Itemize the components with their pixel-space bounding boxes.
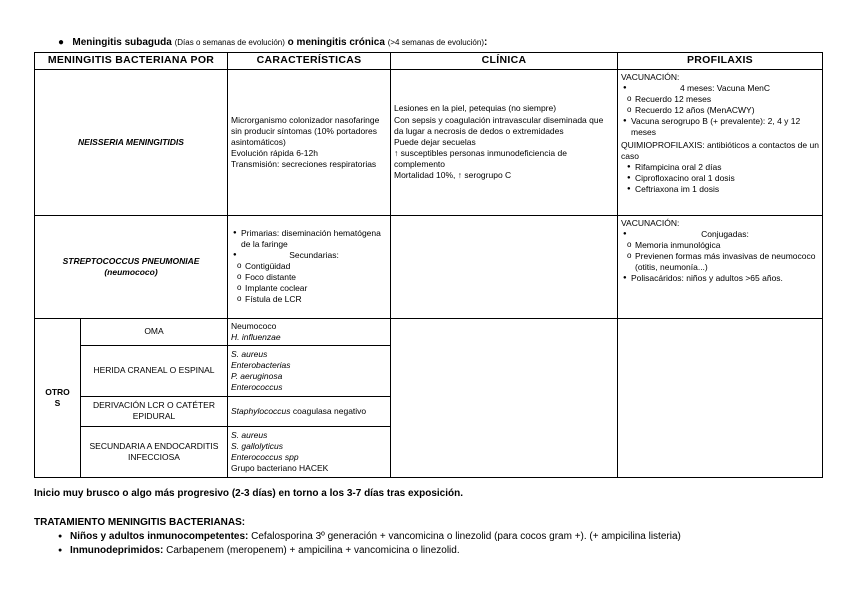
subacute-label: Meningitis subaguda — [72, 37, 172, 48]
list-item: o Recuerdo 12 meses — [621, 94, 819, 105]
subacute-meningitis-note: ● Meningitis subaguda (Días o semanas de evolución) o meningitis crónica (>4 semanas de evolución): — [58, 37, 488, 48]
otros-label: OTRO S — [35, 318, 81, 477]
list-item: o Implante coclear — [231, 283, 387, 294]
streptococcus-features — [228, 215, 391, 318]
chronic-label: o meningitis crónica — [287, 37, 385, 48]
list-item: o Contigüidad — [231, 261, 387, 272]
otros-prophylaxis — [618, 318, 823, 477]
table-row-streptococcus — [35, 215, 823, 318]
list-item: ● Polisacáridos: niños y adultos >65 años. — [621, 273, 819, 284]
list-item: ● Ciprofloxacino oral 1 dosis — [621, 173, 819, 184]
neisseria-features: Microrganismo colonizador nasofaringe sin producir síntomas (10% portadores asintomáticos) Evolución rápida 6-12h Transmisión: secreciones respiratorias — [228, 69, 391, 215]
otros-source: OMA — [81, 318, 228, 345]
list-item: o Recuerdo 12 años (MenACWY) — [621, 105, 819, 116]
otros-source: SECUNDARIA A ENDOCARDITIS INFECCIOSA — [81, 426, 228, 477]
table-row-oma — [35, 318, 823, 345]
list-item: ● Conjugadas: — [621, 229, 819, 240]
meningitis-table — [34, 52, 823, 478]
list-item: ● Rifampicina oral 2 días — [621, 162, 819, 173]
list-item: ● 4 meses: Vacuna MenC — [621, 83, 819, 94]
neisseria-prophylaxis: VACUNACIÓN: ● 4 meses: Vacuna MenC o Recuerdo 12 meses o Recuerdo 12 años (MenACWY) ● Vacuna serogrupo B (+ prevalente): 2, 4 y 12 meses QUIMIOPROFILAXIS: antibióticos a contactos de un caso ● Rifampicina oral 2 días ● Ciprofloxacino oral 1 dosis ● Ceftriaxona im 1 dosis — [618, 69, 823, 215]
subacute-duration: (Días o semanas de evolución) — [174, 38, 285, 47]
chronic-duration: (>4 semanas de evolución) — [387, 38, 484, 47]
otros-clinic — [391, 318, 618, 477]
streptococcus-clinic — [391, 215, 618, 318]
list-item: ● Inmunodeprimidos: Carbapenem (meropenem) + ampicilina + vancomicina o linezolid. — [58, 544, 681, 558]
list-item: ● Niños y adultos inmunocompetentes: Cefalosporina 3º generación + vancomicina o linezolid (para cocos gram +). (+ ampicilina listeria) — [58, 530, 681, 544]
list-item: o Previenen formas más invasivas de neumococo (otitis, neumonía...) — [621, 251, 819, 273]
list-item: o Fístula de LCR — [231, 294, 387, 305]
list-item: o Memoria inmunológica — [621, 240, 819, 251]
streptococcus-prophylaxis: VACUNACIÓN: ● Conjugadas: o Memoria inmunológica o Previenen formas más invasivas de neumococo (otitis, neumonía...) ● Polisacáridos: niños y adultos >65 años. — [618, 215, 823, 318]
pathogen-streptococcus: STREPTOCOCCUS PNEUMONIAE (neumococo) — [35, 215, 228, 318]
otros-organisms: Neumococo H. influenzae — [228, 318, 391, 345]
table-row-neisseria — [35, 69, 823, 215]
otros-organisms: S. aureus S. gallolyticus Enterococcus spp Grupo bacteriano HACEK — [228, 426, 391, 477]
list-item: ● Ceftriaxona im 1 dosis — [621, 184, 819, 195]
otros-organisms: Staphylococcus coagulasa negativo — [228, 396, 391, 426]
header-prophylaxis: PROFILAXIS — [618, 53, 823, 70]
neisseria-clinic: Lesiones en la piel, petequias (no siempre) Con sepsis y coagulación intravascular diseminada que da lugar a necrosis de dedos o extremidades Puede dejar secuelas ↑ susceptibles personas inmunodeficiencia de complemento Mortalidad 10%, ↑ serogrupo C — [391, 69, 618, 215]
treatment-list — [58, 530, 681, 557]
header-pathogen: MENINGITIS BACTERIANA POR — [35, 53, 228, 70]
header-features: CARACTERÍSTICAS — [228, 53, 391, 70]
otros-source: DERIVACIÓN LCR O CATÉTER EPIDURAL — [81, 396, 228, 426]
header-clinic: CLÍNICA — [391, 53, 618, 70]
neisseria-chemoprophylaxis-list — [621, 162, 819, 195]
table-header-row — [35, 53, 823, 70]
list-item: o Foco distante — [231, 272, 387, 283]
onset-note: Inicio muy brusco o algo más progresivo (2-3 días) en torno a los 3-7 días tras exposición. — [34, 488, 463, 499]
list-item: ● Vacuna serogrupo B (+ prevalente): 2, 4 y 12 meses — [621, 116, 819, 138]
otros-source: HERIDA CRANEAL O ESPINAL — [81, 345, 228, 396]
pathogen-neisseria: NEISSERIA MENINGITIDIS — [35, 69, 228, 215]
list-item: ● Secundarias: — [231, 250, 387, 261]
neisseria-vaccine-list — [621, 83, 819, 138]
treatment-title: TRATAMIENTO MENINGITIS BACTERIANAS: — [34, 517, 246, 528]
otros-organisms: S. aureus Enterobacterias P. aeruginosa Enterococcus — [228, 345, 391, 396]
list-item: ● Primarias: diseminación hematógena de la faringe — [231, 228, 387, 250]
